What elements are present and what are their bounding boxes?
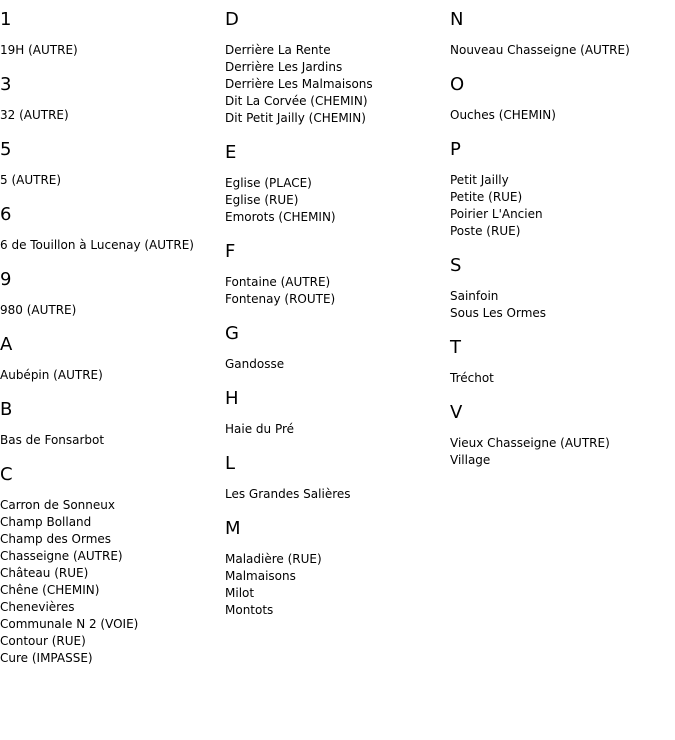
- letter-group: [0, 8, 220, 59]
- street-list: [0, 172, 220, 189]
- street-link[interactable]: Les Grandes Salières: [225, 487, 351, 501]
- letter-heading: B: [0, 399, 13, 420]
- street-link[interactable]: 19H (AUTRE): [0, 43, 78, 57]
- street-list: [0, 237, 220, 254]
- street-link[interactable]: Nouveau Chasseigne (AUTRE): [450, 43, 630, 57]
- street-link[interactable]: Poste (RUE): [450, 224, 521, 238]
- street-link[interactable]: Ouches (CHEMIN): [450, 108, 556, 122]
- letter-group: [0, 333, 220, 384]
- letter-heading: M: [225, 518, 241, 539]
- street-list: [225, 175, 445, 226]
- street-link[interactable]: Montots: [225, 603, 274, 617]
- street-list: [225, 356, 445, 373]
- street-link[interactable]: Vieux Chasseigne (AUTRE): [450, 436, 610, 450]
- letter-heading: G: [225, 323, 239, 344]
- street-list: [225, 42, 445, 127]
- street-link[interactable]: Derrière La Rente: [225, 43, 331, 57]
- street-link[interactable]: Tréchot: [450, 371, 494, 385]
- letter-group: [450, 138, 670, 240]
- street-list: [0, 302, 220, 319]
- street-link[interactable]: Chasseigne (AUTRE): [0, 549, 123, 563]
- street-link[interactable]: 5 (AUTRE): [0, 173, 62, 187]
- letter-group: [225, 141, 445, 226]
- letter-heading: H: [225, 388, 239, 409]
- letter-heading: L: [225, 453, 236, 474]
- letter-heading: C: [0, 464, 13, 485]
- street-link[interactable]: Champ Bolland: [0, 515, 92, 529]
- street-link[interactable]: Maladière (RUE): [225, 552, 322, 566]
- street-list: [0, 497, 220, 667]
- street-link[interactable]: 6 de Touillon à Lucenay (AUTRE): [0, 238, 194, 252]
- street-list: [450, 370, 670, 387]
- street-link[interactable]: Dit Petit Jailly (CHEMIN): [225, 111, 366, 125]
- street-list: [225, 421, 445, 438]
- street-link[interactable]: Milot: [225, 586, 255, 600]
- letter-heading: 9: [0, 269, 12, 290]
- street-list: [225, 551, 445, 619]
- letter-group: [225, 8, 445, 127]
- street-link[interactable]: Derrière Les Malmaisons: [225, 77, 373, 91]
- street-link[interactable]: Fontaine (AUTRE): [225, 275, 331, 289]
- street-link[interactable]: Sainfoin: [450, 289, 499, 303]
- letter-group: [225, 517, 445, 619]
- street-link[interactable]: Chêne (CHEMIN): [0, 583, 100, 597]
- letter-group: [0, 268, 220, 319]
- street-link[interactable]: Carron de Sonneux: [0, 498, 115, 512]
- street-link[interactable]: Fontenay (ROUTE): [225, 292, 336, 306]
- street-link[interactable]: Chenevières: [0, 600, 75, 614]
- letter-heading: O: [450, 74, 465, 95]
- street-link[interactable]: Cure (IMPASSE): [0, 651, 93, 665]
- letter-heading: S: [450, 255, 462, 276]
- street-link[interactable]: Village: [450, 453, 491, 467]
- letter-heading: F: [225, 241, 236, 262]
- letter-group: [450, 73, 670, 124]
- street-link[interactable]: Champ des Ormes: [0, 532, 112, 546]
- letter-heading: V: [450, 402, 463, 423]
- letter-group: [0, 463, 220, 667]
- street-link[interactable]: Contour (RUE): [0, 634, 86, 648]
- letter-group: [225, 387, 445, 438]
- letter-group: [450, 336, 670, 387]
- street-link[interactable]: Poirier L'Ancien: [450, 207, 543, 221]
- street-link[interactable]: Aubépin (AUTRE): [0, 368, 103, 382]
- street-list: [0, 367, 220, 384]
- street-link[interactable]: Haie du Pré: [225, 422, 295, 436]
- street-list: [450, 42, 670, 59]
- letter-group: [225, 452, 445, 503]
- street-list: [225, 274, 445, 308]
- index-column: [225, 8, 445, 633]
- index-column: [0, 8, 220, 681]
- letter-heading: 5: [0, 139, 12, 160]
- street-link[interactable]: Sous Les Ormes: [450, 306, 547, 320]
- street-list: [0, 432, 220, 449]
- letter-group: [0, 138, 220, 189]
- street-list: [0, 107, 220, 124]
- street-link[interactable]: Château (RUE): [0, 566, 89, 580]
- letter-group: [225, 322, 445, 373]
- letter-heading: 1: [0, 9, 12, 30]
- street-link[interactable]: Bas de Fonsarbot: [0, 433, 105, 447]
- letter-heading: N: [450, 9, 464, 30]
- letter-group: [450, 254, 670, 322]
- letter-heading: D: [225, 9, 239, 30]
- street-list: [0, 42, 220, 59]
- letter-group: [0, 203, 220, 254]
- letter-heading: 3: [0, 74, 12, 95]
- street-link[interactable]: Emorots (CHEMIN): [225, 210, 336, 224]
- street-list: [225, 486, 445, 503]
- street-link[interactable]: Derrière Les Jardins: [225, 60, 343, 74]
- street-link[interactable]: Petite (RUE): [450, 190, 523, 204]
- letter-heading: T: [450, 337, 461, 358]
- street-link[interactable]: 32 (AUTRE): [0, 108, 69, 122]
- letter-group: [225, 240, 445, 308]
- street-link[interactable]: 980 (AUTRE): [0, 303, 77, 317]
- street-link[interactable]: Communale N 2 (VOIE): [0, 617, 139, 631]
- letter-group: [0, 73, 220, 124]
- street-list: [450, 435, 670, 469]
- index-column: [450, 8, 670, 483]
- street-link[interactable]: Eglise (RUE): [225, 193, 299, 207]
- letter-heading: P: [450, 139, 461, 160]
- street-link[interactable]: Malmaisons: [225, 569, 296, 583]
- letter-heading: A: [0, 334, 13, 355]
- letter-group: [0, 398, 220, 449]
- street-list: [450, 107, 670, 124]
- street-link[interactable]: Gandosse: [225, 357, 285, 371]
- letter-heading: E: [225, 142, 237, 163]
- letter-group: [450, 8, 670, 59]
- letter-heading: 6: [0, 204, 12, 225]
- street-list: [450, 172, 670, 240]
- street-link[interactable]: Petit Jailly: [450, 173, 509, 187]
- street-link[interactable]: Eglise (PLACE): [225, 176, 312, 190]
- street-list: [450, 288, 670, 322]
- letter-group: [450, 401, 670, 469]
- street-link[interactable]: Dit La Corvée (CHEMIN): [225, 94, 368, 108]
